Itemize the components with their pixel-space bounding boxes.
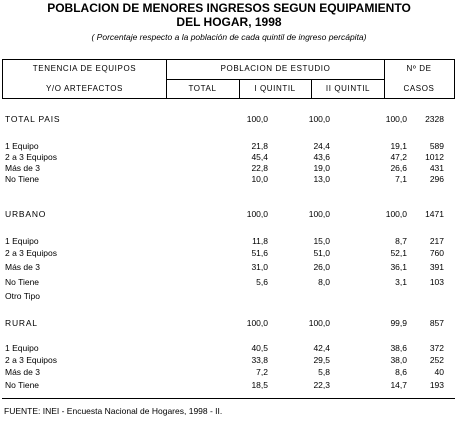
table-row bbox=[0, 262, 458, 273]
table-bottom-rule bbox=[2, 398, 455, 399]
row-total: 22,8 bbox=[251, 163, 268, 173]
row-quintile-2: 38,6 bbox=[390, 343, 407, 353]
row-cases: 252 bbox=[429, 355, 444, 365]
row-label: 1 Equipo bbox=[5, 236, 39, 246]
header-col-equipment-bottom: Y/O ARTEFACTOS bbox=[45, 84, 123, 93]
row-quintile-1: 29,5 bbox=[313, 355, 330, 365]
row-quintile-2: 19,1 bbox=[390, 141, 407, 151]
row-quintile-2: 99,9 bbox=[390, 318, 407, 328]
row-total: 40,5 bbox=[251, 343, 268, 353]
row-cases: 372 bbox=[429, 343, 444, 353]
row-quintile-1: 24,4 bbox=[313, 141, 330, 151]
row-total: 10,0 bbox=[251, 174, 268, 184]
row-quintile-1: 5,8 bbox=[318, 367, 330, 377]
row-label: URBANO bbox=[5, 209, 47, 219]
row-cases: 857 bbox=[429, 318, 444, 328]
row-quintile-2: 100,0 bbox=[385, 114, 407, 124]
row-quintile-1: 100,0 bbox=[308, 318, 330, 328]
row-label: No Tiene bbox=[5, 277, 40, 287]
header-col-equipment-top: TENENCIA DE EQUIPOS bbox=[32, 64, 137, 73]
row-label: 2 a 3 Equipos bbox=[5, 355, 57, 365]
header-col-quintile-2: II QUINTIL bbox=[325, 84, 371, 93]
row-quintile-2: 26,6 bbox=[390, 163, 407, 173]
header-col-quintile-1: I QUINTIL bbox=[254, 84, 296, 93]
row-cases: 589 bbox=[429, 141, 444, 151]
row-quintile-1: 26,0 bbox=[313, 262, 330, 272]
row-total: 31,0 bbox=[251, 262, 268, 272]
table-row bbox=[0, 163, 458, 174]
row-total: 5,6 bbox=[256, 277, 268, 287]
table-row bbox=[0, 343, 458, 354]
report-title-line2: DEL HOGAR, 1998 bbox=[176, 15, 282, 29]
row-total: 100,0 bbox=[246, 114, 268, 124]
row-label: 2 a 3 Equipos bbox=[5, 152, 57, 162]
table-row bbox=[0, 174, 458, 185]
row-quintile-1: 8,0 bbox=[318, 277, 330, 287]
header-col-cases-bottom: CASOS bbox=[403, 84, 435, 93]
report-title-line1: POBLACION DE MENORES INGRESOS SEGUN EQUIPAMIENTO bbox=[47, 1, 411, 15]
row-cases: 1471 bbox=[425, 209, 444, 219]
row-quintile-2: 8,6 bbox=[395, 367, 407, 377]
table-row bbox=[0, 141, 458, 152]
row-cases: 40 bbox=[434, 367, 444, 377]
row-total: 33,8 bbox=[251, 355, 268, 365]
table-row bbox=[0, 114, 458, 125]
row-quintile-2: 47,2 bbox=[390, 152, 407, 162]
row-quintile-2: 3,1 bbox=[395, 277, 407, 287]
row-quintile-1: 42,4 bbox=[313, 343, 330, 353]
row-quintile-1: 19,0 bbox=[313, 163, 330, 173]
source-footnote: FUENTE: INEI - Encuesta Nacional de Hogares, 1998 - II. bbox=[4, 406, 223, 416]
row-quintile-2: 36,1 bbox=[390, 262, 407, 272]
header-col-cases-top: Nº DE bbox=[406, 64, 432, 73]
row-quintile-1: 15,0 bbox=[313, 236, 330, 246]
row-quintile-1: 100,0 bbox=[308, 114, 330, 124]
row-total: 7,2 bbox=[256, 367, 268, 377]
table-header bbox=[2, 59, 455, 99]
table-row bbox=[0, 380, 458, 391]
row-label: Más de 3 bbox=[5, 163, 40, 173]
row-quintile-1: 100,0 bbox=[308, 209, 330, 219]
row-cases: 391 bbox=[429, 262, 444, 272]
row-quintile-2: 8,7 bbox=[395, 236, 407, 246]
table-row bbox=[0, 152, 458, 163]
table-row bbox=[0, 277, 458, 288]
row-cases: 431 bbox=[429, 163, 444, 173]
table-row bbox=[0, 355, 458, 366]
row-quintile-2: 14,7 bbox=[390, 380, 407, 390]
row-cases: 296 bbox=[429, 174, 444, 184]
row-quintile-1: 13,0 bbox=[313, 174, 330, 184]
row-total: 100,0 bbox=[246, 318, 268, 328]
row-cases: 2328 bbox=[425, 114, 444, 124]
table-row bbox=[0, 367, 458, 378]
row-total: 18,5 bbox=[251, 380, 268, 390]
row-quintile-1: 43,6 bbox=[313, 152, 330, 162]
row-label: Más de 3 bbox=[5, 262, 40, 272]
row-quintile-1: 51,0 bbox=[313, 248, 330, 258]
row-total: 100,0 bbox=[246, 209, 268, 219]
table-row bbox=[0, 291, 458, 302]
header-group-study-population: POBLACION DE ESTUDIO bbox=[220, 64, 331, 73]
header-col-total: TOTAL bbox=[188, 84, 217, 93]
row-cases: 217 bbox=[429, 236, 444, 246]
row-label: TOTAL PAIS bbox=[5, 114, 61, 124]
row-quintile-2: 100,0 bbox=[385, 209, 407, 219]
row-cases: 193 bbox=[429, 380, 444, 390]
row-total: 51,6 bbox=[251, 248, 268, 258]
row-label: Otro Tipo bbox=[5, 291, 40, 301]
table-row bbox=[0, 236, 458, 247]
row-label: No Tiene bbox=[5, 380, 40, 390]
row-label: No Tiene bbox=[5, 174, 40, 184]
row-label: RURAL bbox=[5, 318, 38, 328]
table-row bbox=[0, 318, 458, 329]
row-total: 11,8 bbox=[252, 236, 268, 246]
row-total: 45,4 bbox=[251, 152, 268, 162]
table-row bbox=[0, 248, 458, 259]
row-cases: 760 bbox=[429, 248, 444, 258]
row-label: 1 Equipo bbox=[5, 141, 39, 151]
row-quintile-2: 38,0 bbox=[390, 355, 407, 365]
row-total: 21,8 bbox=[251, 141, 268, 151]
row-label: 2 a 3 Equipos bbox=[5, 248, 57, 258]
row-cases: 103 bbox=[429, 277, 444, 287]
row-quintile-2: 52,1 bbox=[390, 248, 407, 258]
report-subtitle: ( Porcentaje respecto a la población de cada quintil de ingreso percápita) bbox=[91, 32, 367, 42]
table-row bbox=[0, 209, 458, 220]
row-quintile-2: 7,1 bbox=[395, 174, 407, 184]
row-label: 1 Equipo bbox=[5, 343, 39, 353]
header-group-underline bbox=[166, 79, 385, 80]
row-label: Más de 3 bbox=[5, 367, 40, 377]
row-cases: 1012 bbox=[425, 152, 444, 162]
row-quintile-1: 22,3 bbox=[313, 380, 330, 390]
